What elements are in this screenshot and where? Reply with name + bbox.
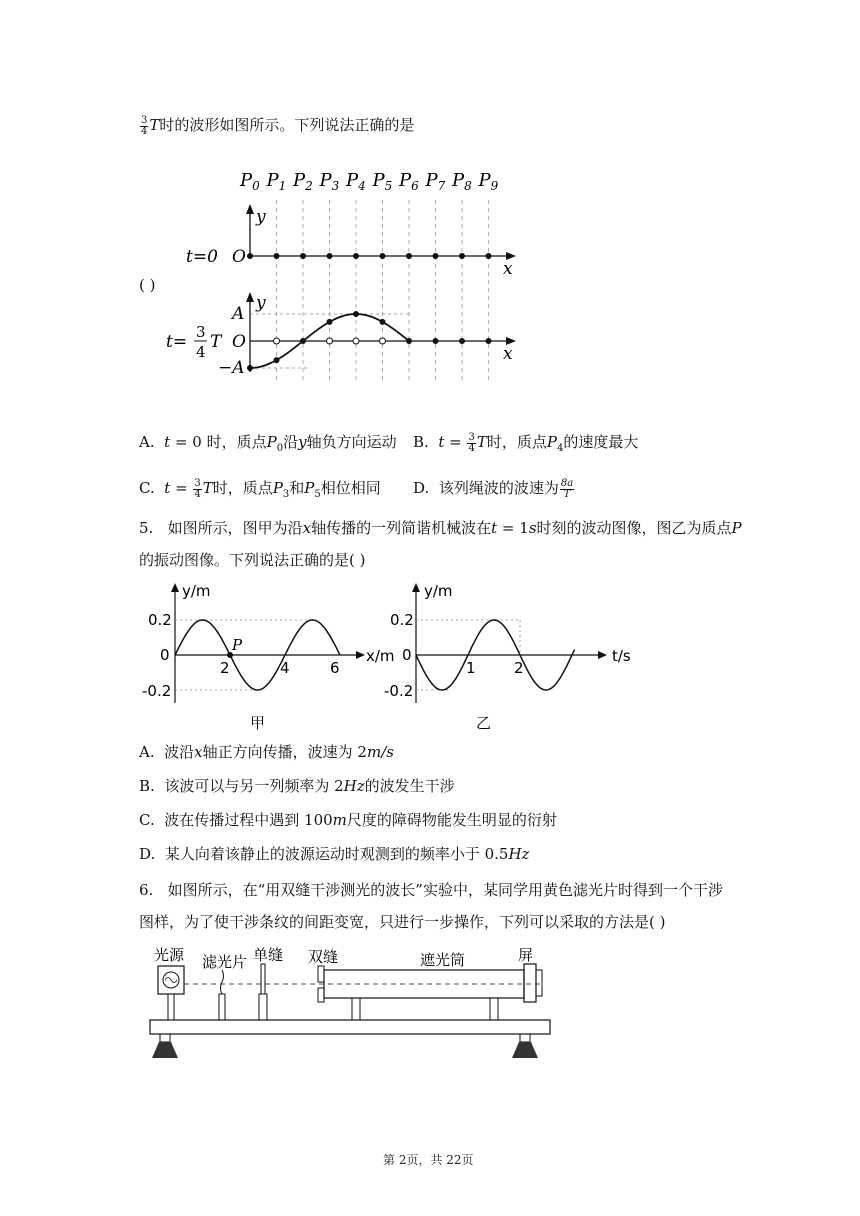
q4-answer-paren: ( ): [139, 276, 156, 294]
page-footer: 第 2页，共 22页: [383, 1153, 474, 1167]
q6-right-foot: [512, 1042, 538, 1058]
q4-point-label-6: $P_6$: [399, 170, 419, 193]
q4-row2-dot-3: [327, 319, 333, 325]
q6-double-slit: [318, 966, 324, 982]
q4-row2-equilibrium-1: [274, 338, 280, 344]
q6-filter: [221, 970, 224, 994]
q5-option-c: C. 波在传播过程中遇到 100m尺度的障碍物能发生明显的衍射: [139, 811, 557, 829]
q4-point-label-5: $P_5$: [372, 170, 393, 193]
q4-row2-dot-6: [406, 338, 412, 344]
q6-left-foot: [152, 1042, 178, 1058]
q4-row2-dot-4: [353, 311, 359, 317]
q4-point-label-1: $P_1$: [266, 170, 287, 193]
q4-row2-label-prefix: t=: [166, 332, 188, 352]
q5-right-xlabel: t/s: [612, 647, 631, 665]
q4-option-d: D. 该列绳波的波速为 $\frac{8a}{T}$: [413, 477, 574, 500]
q5-right-xtick-1: 1: [466, 659, 476, 677]
q5-right-xtick-2: 2: [514, 659, 524, 677]
q4-option-c: C. t = $\frac{3}{4}$ T时，质点$P_3$和$P_5$相位相同: [139, 477, 381, 500]
q5-option-a: A. 波沿x轴正方向传播，波速为 2m/s: [139, 743, 394, 761]
q4-row2-dot-0: [247, 365, 253, 371]
q5-stem-line2: 的振动图像。下列说法正确的是( ): [139, 551, 366, 569]
q5-option-b: B. 该波可以与另一列频率为 2Hz的波发生干涉: [139, 777, 455, 795]
q5-right-ytick-pos: 0.2: [390, 611, 414, 629]
q4-row2-equilibrium-3: [327, 338, 333, 344]
q4-amp-pos: A: [232, 304, 245, 324]
q6-label-single: 单缝: [253, 946, 284, 964]
q4-row2-frac-num: 3: [196, 323, 206, 341]
q4-option-a: A. t = 0 时，质点$P_0$沿y轴负方向运动: [139, 433, 397, 454]
q5-figure-left: [140, 578, 400, 738]
q5-left-point-label: P: [232, 636, 243, 654]
q4-row2-equilibrium-4: [353, 338, 359, 344]
q4-point-label-4: $P_4$: [346, 170, 366, 193]
q4-point-labels: [239, 170, 499, 193]
q4-row2-dot-8: [459, 338, 465, 344]
q6-rail: [150, 1020, 550, 1034]
q4-wave-figure: [160, 160, 530, 410]
q6-apparatus-figure: [140, 940, 560, 1070]
q5-left-ytick-neg: -0.2: [142, 682, 172, 700]
q4-intro-fraction: $\frac{3}{4}$: [141, 114, 148, 137]
q5-left-xtick-2: 2: [220, 659, 230, 677]
q4-row1-dot-1: [274, 253, 280, 259]
q5-right-ylabel: y/m: [424, 582, 453, 600]
q4-point-label-2: $P_2$: [293, 170, 313, 193]
q4-row1-dot-3: [327, 253, 333, 259]
q5-right-caption: 乙: [476, 714, 492, 732]
q4-point-label-8: $P_8$: [452, 170, 472, 193]
q4-row1-dot-2: [300, 253, 306, 259]
q4-row1-dot-9: [486, 253, 492, 259]
q4-intro: $\frac{3}{4}$ T时的波形如图所示。下列说法正确的是: [141, 114, 415, 137]
q5-stem-line1: 5. 如图所示，图甲为沿x轴传播的一列简谐机械波在t = 1s时刻的波动图像，图乙为质点P: [139, 519, 742, 537]
q4-row1-dot-0: [247, 253, 253, 259]
q6-screen: [524, 964, 536, 1002]
q4-row1-x-axis: x: [503, 259, 513, 279]
q4-amp-neg: −A: [218, 358, 245, 378]
q4-row2-y-axis: y: [256, 293, 266, 313]
q6-label-tube: 遮光筒: [420, 951, 466, 969]
q6-single-slit: [261, 964, 265, 994]
q6-stem-line1: 6. 如图所示，在“用双缝干涉测光的波长”实验中，某同学用黄色滤光片时得到一个干涉: [139, 881, 723, 899]
q4-row1-dot-7: [433, 253, 439, 259]
q4-row2-equilibrium-5: [380, 338, 386, 344]
q5-option-d: D. 某人向着该静止的波源运动时观测到的频率小于 0.5Hz: [139, 845, 530, 863]
q5-left-xtick-6: 6: [330, 659, 340, 677]
q5-left-xtick-4: 4: [280, 659, 290, 677]
q5-right-ytick-zero: 0: [402, 646, 412, 664]
q4-row2-dot-9: [486, 338, 492, 344]
q5-left-xlabel: x/m: [366, 647, 395, 665]
q5-left-ytick-pos: 0.2: [148, 611, 172, 629]
q4-grid-dashed: [277, 200, 489, 382]
q6-label-double: 双缝: [308, 948, 339, 966]
q5-left-ylabel: y/m: [182, 582, 211, 600]
q6-label-screen: 屏: [518, 946, 534, 964]
q5-figure-right: [380, 578, 650, 738]
q4-row2-dot-7: [433, 338, 439, 344]
q4-row1-dot-4: [353, 253, 359, 259]
q4-row2-dot-5: [380, 319, 386, 325]
q4-row2-label-var: T: [210, 332, 222, 352]
q4-point-label-9: $P_9$: [478, 170, 499, 193]
q4-row1-label: t=0: [186, 247, 218, 267]
q4-row2-dot-2: [300, 338, 306, 344]
q4-point-label-0: $P_0$: [240, 170, 260, 193]
q4-row1-dot-5: [380, 253, 386, 259]
q4-row1-dot-8: [459, 253, 465, 259]
q6-label-source: 光源: [154, 946, 185, 964]
q6-label-filter: 滤光片: [202, 953, 248, 971]
q4-row2-frac-den: 4: [196, 343, 206, 361]
q4-row2-x-axis: x: [503, 344, 513, 364]
q4-point-label-3: $P_3$: [319, 170, 340, 193]
q4-row1-origin: O: [232, 247, 246, 267]
q4-row1-y-axis: y: [256, 207, 266, 227]
q4-point-label-7: $P_7$: [425, 170, 446, 193]
q6-stem-line2: 图样，为了使干涉条纹的间距变宽，只进行一步操作，下列可以采取的方法是( ): [139, 913, 666, 931]
q5-right-ytick-neg: -0.2: [384, 682, 414, 700]
q4-option-b: B. t = $\frac{3}{4}$ T时，质点$P_4$的速度最大: [413, 431, 639, 454]
q4-row2-dot-1: [274, 357, 280, 363]
q4-row1-dot-6: [406, 253, 412, 259]
q5-left-caption: 甲: [250, 714, 266, 732]
q4-row2-origin: O: [232, 332, 246, 352]
q5-left-ytick-zero: 0: [160, 646, 170, 664]
